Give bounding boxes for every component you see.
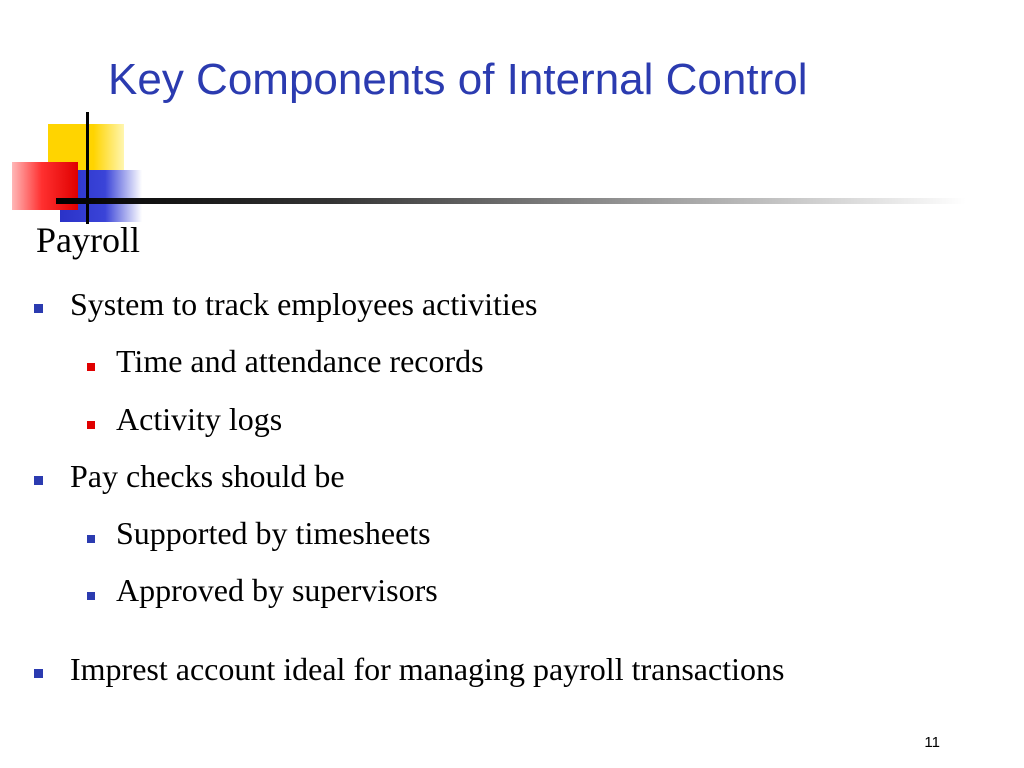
title-divider [56,198,966,204]
decorative-squares-logo [0,0,160,240]
bullet-square-icon [34,304,43,313]
sub-bullet-square-icon [87,421,95,429]
page-number: 11 [924,734,940,751]
sub-bullet-item: Time and attendance records [116,343,484,379]
bullet-item: Imprest account ideal for managing payroll transactions [70,651,785,687]
sub-bullet-square-icon [87,535,95,543]
sub-bullet-square-icon [87,363,95,371]
section-heading: Payroll [36,220,140,260]
sub-bullet-item: Activity logs [116,401,283,437]
slide-title: Key Components of Internal Control [108,55,808,104]
sub-bullet-item: Approved by supervisors [116,572,438,608]
bullet-item: Pay checks should be [70,458,345,494]
sub-bullet-square-icon [87,592,95,600]
sub-bullet-item: Supported by timesheets [116,515,431,551]
bullet-item: System to track employees activities [70,286,538,322]
bullet-square-icon [34,669,43,678]
bullet-square-icon [34,476,43,485]
